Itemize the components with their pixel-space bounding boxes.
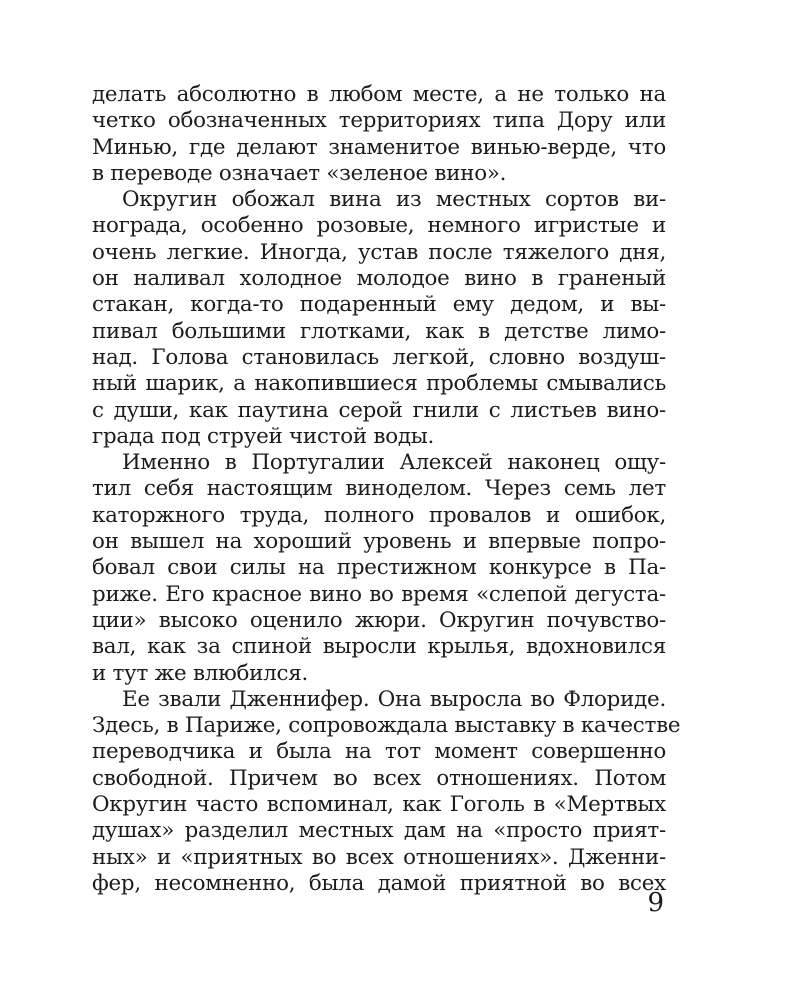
text-line: очень легкие. Иногда, устав после тяжелого дня,	[92, 239, 666, 265]
text-line: каторжного труда, полного провалов и ошибок,	[92, 502, 666, 528]
text-line: бовал свои силы на престижном конкурсе в Па-	[92, 555, 666, 581]
text-line: Округин часто вспоминал, как Гоголь в «Мертвых	[92, 792, 666, 818]
text-line: града под струей чистой воды.	[92, 423, 435, 449]
text-line: тил себя настоящим виноделом. Через семь лет	[92, 476, 666, 502]
text-line: пивал большими глотками, как в детстве лимо-	[92, 318, 666, 344]
page-number: 9	[647, 888, 664, 918]
text-line: фер, несомненно, была дамой приятной во всех	[92, 870, 666, 896]
body-text	[92, 82, 681, 897]
text-line: ных» и «приятных во всех отношениях». Дженни-	[92, 844, 666, 870]
text-line: с души, как паутина серой гнили с листьев вино-	[92, 397, 666, 423]
text-line: ный шарик, а накопившиеся проблемы смывались	[92, 371, 666, 397]
text-line: делать абсолютно в любом месте, а не только на	[92, 82, 666, 107]
text-line: и тут же влюбился.	[92, 660, 308, 686]
paragraph-start-line: Округин обожал вина из местных сортов ви-	[122, 187, 666, 213]
text-line: свободной. Причем во всех отношениях. Потом	[92, 765, 666, 791]
text-line: нограда, особенно розовые, немного игристые и	[92, 213, 666, 239]
text-line: вал, как за спиной выросли крылья, вдохновился	[92, 634, 666, 660]
text-line: ции» высоко оценило жюри. Округин почувство-	[92, 607, 666, 633]
text-line: четко обозначенных территориях типа Дору или	[92, 108, 666, 134]
text-line: переводчика и была на тот момент совершенно	[92, 739, 666, 765]
paragraph-start-line: Ее звали Дженнифер. Она выросла во Флориде.	[122, 686, 666, 712]
text-line: душах» разделил местных дам на «просто прият-	[92, 818, 666, 844]
text-line: он наливал холодное молодое вино в граненый	[92, 266, 666, 292]
paragraph-start-line: Именно в Португалии Алексей наконец ощу-	[122, 450, 666, 476]
text-line: в переводе означает «зеленое вино».	[92, 160, 507, 186]
text-line: риже. Его красное вино во время «слепой дегуста-	[92, 581, 666, 607]
text-line: он вышел на хороший уровень и впервые попро-	[92, 529, 666, 555]
text-line: над. Голова становилась легкой, словно воздуш-	[92, 344, 666, 370]
text-line: Минью, где делают знаменитое винью-верде, что	[92, 134, 666, 160]
text-line: стакан, когда-то подаренный ему дедом, и вы-	[92, 292, 666, 318]
text-line: Здесь, в Париже, сопровождала выставку в качестве	[92, 713, 681, 739]
